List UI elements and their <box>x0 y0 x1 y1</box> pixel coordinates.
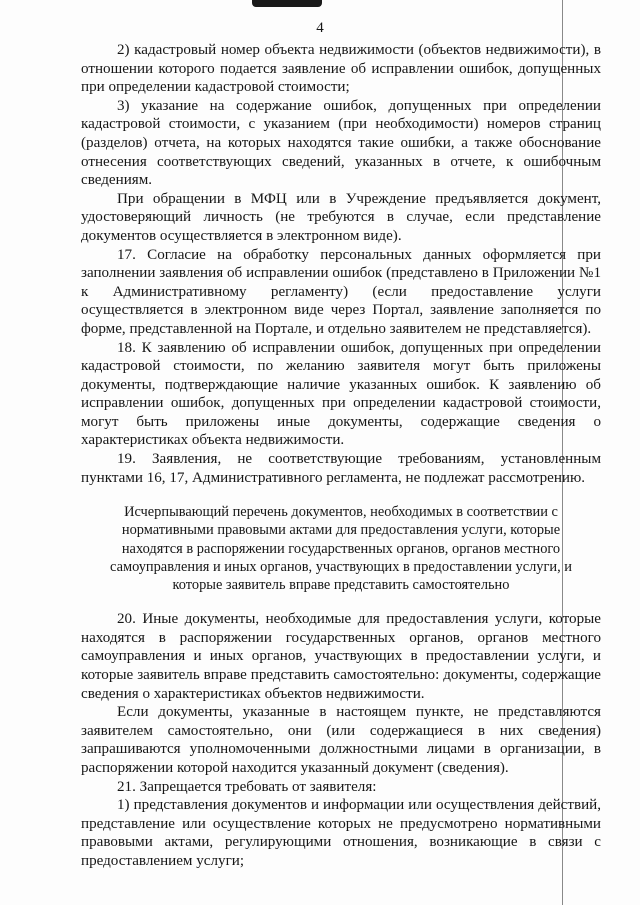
paragraph-21-item-1: 1) представления документов и информации или осуществления действий, представление или осуществление которых не предусмотрено нормативными правовыми актами, регулирующими отношения, возникающие в связи с предоставлением услуги; <box>81 797 601 869</box>
paragraph-17: 17. Согласие на обработку персональных данных оформляется при заполнении заявления об исправлении ошибок (представлено в Приложении №1 к Административному регламенту) (если предоставление услуги осуществляется в электронном виде через Портал, заявление заполняется по форме, представленной на Портале, и отдельно заявителем не представляется). <box>81 246 601 337</box>
document-body <box>81 41 601 871</box>
paragraph-item-2: 2) кадастровый номер объекта недвижимости (объектов недвижимости), в отношении которого подается заявление об исправлении ошибок, допущенных при определении кадастровой стоимости; <box>81 42 601 96</box>
paragraph-20: 20. Иные документы, необходимые для предоставления услуги, которые находятся в распоряжении государственных органов, органов местного самоуправления и иных органов, участвующих в предоставлении услуги, и которые заявитель вправе представить самостоятельно: документы, содержащие сведения о характеристиках объектов недвижимости. <box>81 611 601 702</box>
paragraph-21: 21. Запрещается требовать от заявителя: <box>117 778 377 795</box>
paragraph-18: 18. К заявлению об исправлении ошибок, допущенных при определении кадастровой стоимости, по желанию заявителя могут быть приложены документы, подтверждающие наличие указанных ошибок. К заявлению об исправлении ошибок, допущенных при определении кадастровой стоимости, могут быть приложены иные документы, содержащие сведения о характеристиках объекта недвижимости. <box>81 339 601 449</box>
paragraph-19: 19. Заявления, не соответствующие требованиям, установленным пунктами 16, 17, Административного регламента, не подлежат рассмотрению. <box>81 451 601 486</box>
scan-artifact <box>252 0 322 7</box>
section-heading: Исчерпывающий перечень документов, необходимых в соответствии с нормативными правовыми актами для предоставления услуги, которые находятся в распоряжении государственных органов, органов местного самоуправления и иных органов, участвующих в предоставлении услуги, и которые заявитель вправе представить самостоятельно <box>110 504 572 594</box>
paragraph-documents-request: Если документы, указанные в настоящем пункте, не представляются заявителем самостоятельно, они (или содержащиеся в них сведения) запрашиваются уполномоченными должностными лицами в организации, в распоряжении которой находится указанный документ (сведения). <box>81 704 601 777</box>
paragraph-item-3: 3) указание на содержание ошибок, допущенных при определении кадастровой стоимости, с указанием (при необходимости) номеров страниц (разделов) отчета, на которых находятся такие ошибки, а также обоснование отнесения соответствующих сведений, указанных в отчете, к ошибочным сведениям. <box>81 97 601 189</box>
page-number: 4 <box>316 20 324 36</box>
paragraph-identity-document: При обращении в МФЦ или в Учреждение предъявляется документ, удостоверяющий личность (не требуются в случае, если представление документов осуществляется в электронном виде). <box>81 190 601 244</box>
